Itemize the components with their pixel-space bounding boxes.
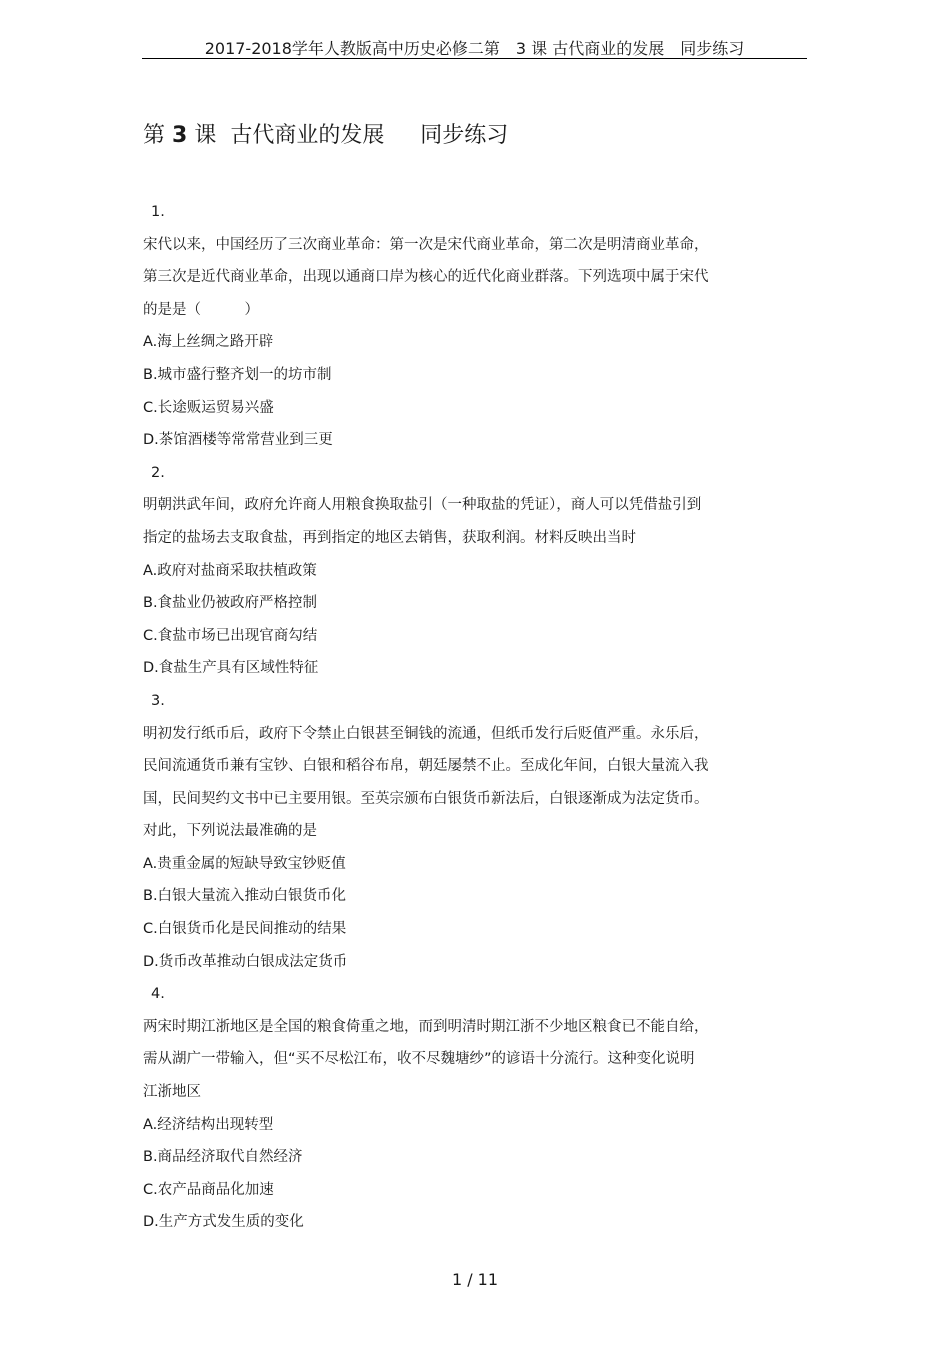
question-block (143, 196, 733, 457)
answer-option: A.政府对盐商采取扶植政策 (143, 562, 317, 579)
question-block (143, 457, 733, 685)
header-rule (142, 58, 807, 59)
question-number: 3. (151, 692, 165, 709)
question-number: 1. (151, 204, 165, 220)
question-stem-line: 明朝洪武年间，政府允许商人用粮食换取盐引（一种取盐的凭证），商人可以凭借盐引到 (143, 497, 702, 514)
question-stem-line: 需从湖广一带输入，但“买不尽松江布，收不尽魏塘纱”的谚语十分流行。这种变化说明 (143, 1051, 695, 1068)
question-stem-line: 指定的盐场去支取食盐，再到指定的地区去销售，获取利润。材料反映出当时 (143, 529, 636, 546)
question-stem-line: 对此，下列说法最准确的是 (143, 823, 317, 840)
question-block (143, 978, 733, 1239)
running-header: 2017-2018学年人教版高中历史必修二第 3 课 古代商业的发展 同步练习 (204, 39, 745, 58)
answer-option: D.生产方式发生质的变化 (143, 1214, 304, 1231)
question-number: 2. (151, 464, 165, 481)
title-lesson-number: 3 (172, 123, 188, 148)
question-stem-line: 第三次是近代商业革命，出现以通商口岸为核心的近代化商业群落。下列选项中属于宋代 (143, 269, 709, 286)
answer-option: D.食盐生产具有区域性特征 (143, 660, 319, 677)
question-stem-line: 国，民间契约文书中已主要用银。至英宗颁布白银货币新法后，白银逐渐成为法定货币。 (143, 790, 709, 807)
answer-option: D.茶馆酒楼等常常营业到三更 (143, 432, 333, 449)
title-prefix: 第 (143, 123, 166, 148)
answer-option: C.食盐市场已出现官商勾结 (143, 627, 318, 644)
answer-option: C.农产品商品化加速 (143, 1181, 274, 1198)
question-stem-line: 江浙地区 (143, 1084, 201, 1101)
question-block (143, 685, 733, 978)
question-stem-line: 宋代以来，中国经历了三次商业革命：第一次是宋代商业革命，第二次是明清商业革命， (143, 236, 709, 253)
page-number: 1 / 11 (451, 1270, 499, 1289)
question-stem-line: 的是是（ ） (143, 301, 259, 318)
answer-option: A.经济结构出现转型 (143, 1116, 274, 1133)
answer-option: B.白银大量流入推动白银货币化 (143, 888, 347, 905)
answer-option: A.海上丝绸之路开辟 (143, 334, 274, 351)
answer-option: A.贵重金属的短缺导致宝钞贬值 (143, 855, 346, 872)
page-title (143, 118, 508, 149)
question-list (143, 196, 733, 1239)
question-stem-line: 民间流通货币兼有宝钞、白银和稻谷布帛，朝廷屡禁不止。至成化年间，白银大量流入我 (143, 758, 709, 775)
question-stem-line: 两宋时期江浙地区是全国的粮食倚重之地，而到明清时期江浙不少地区粮食已不能自给， (143, 1018, 709, 1035)
answer-option: B.城市盛行整齐划一的坊市制 (143, 366, 332, 383)
title-rest: 课 古代商业的发展 同步练习 (194, 123, 509, 148)
answer-option: B.食盐业仍被政府严格控制 (143, 595, 318, 612)
question-stem-line: 明初发行纸币后，政府下令禁止白银甚至铜钱的流通，但纸币发行后贬值严重。永乐后， (143, 725, 709, 742)
question-number: 4. (151, 986, 165, 1003)
answer-option: D.货币改革推动白银成法定货币 (143, 953, 348, 970)
answer-option: B.商品经济取代自然经济 (143, 1149, 303, 1166)
answer-option: C.长途贩运贸易兴盛 (143, 399, 274, 416)
answer-option: C.白银货币化是民间推动的结果 (143, 921, 347, 938)
